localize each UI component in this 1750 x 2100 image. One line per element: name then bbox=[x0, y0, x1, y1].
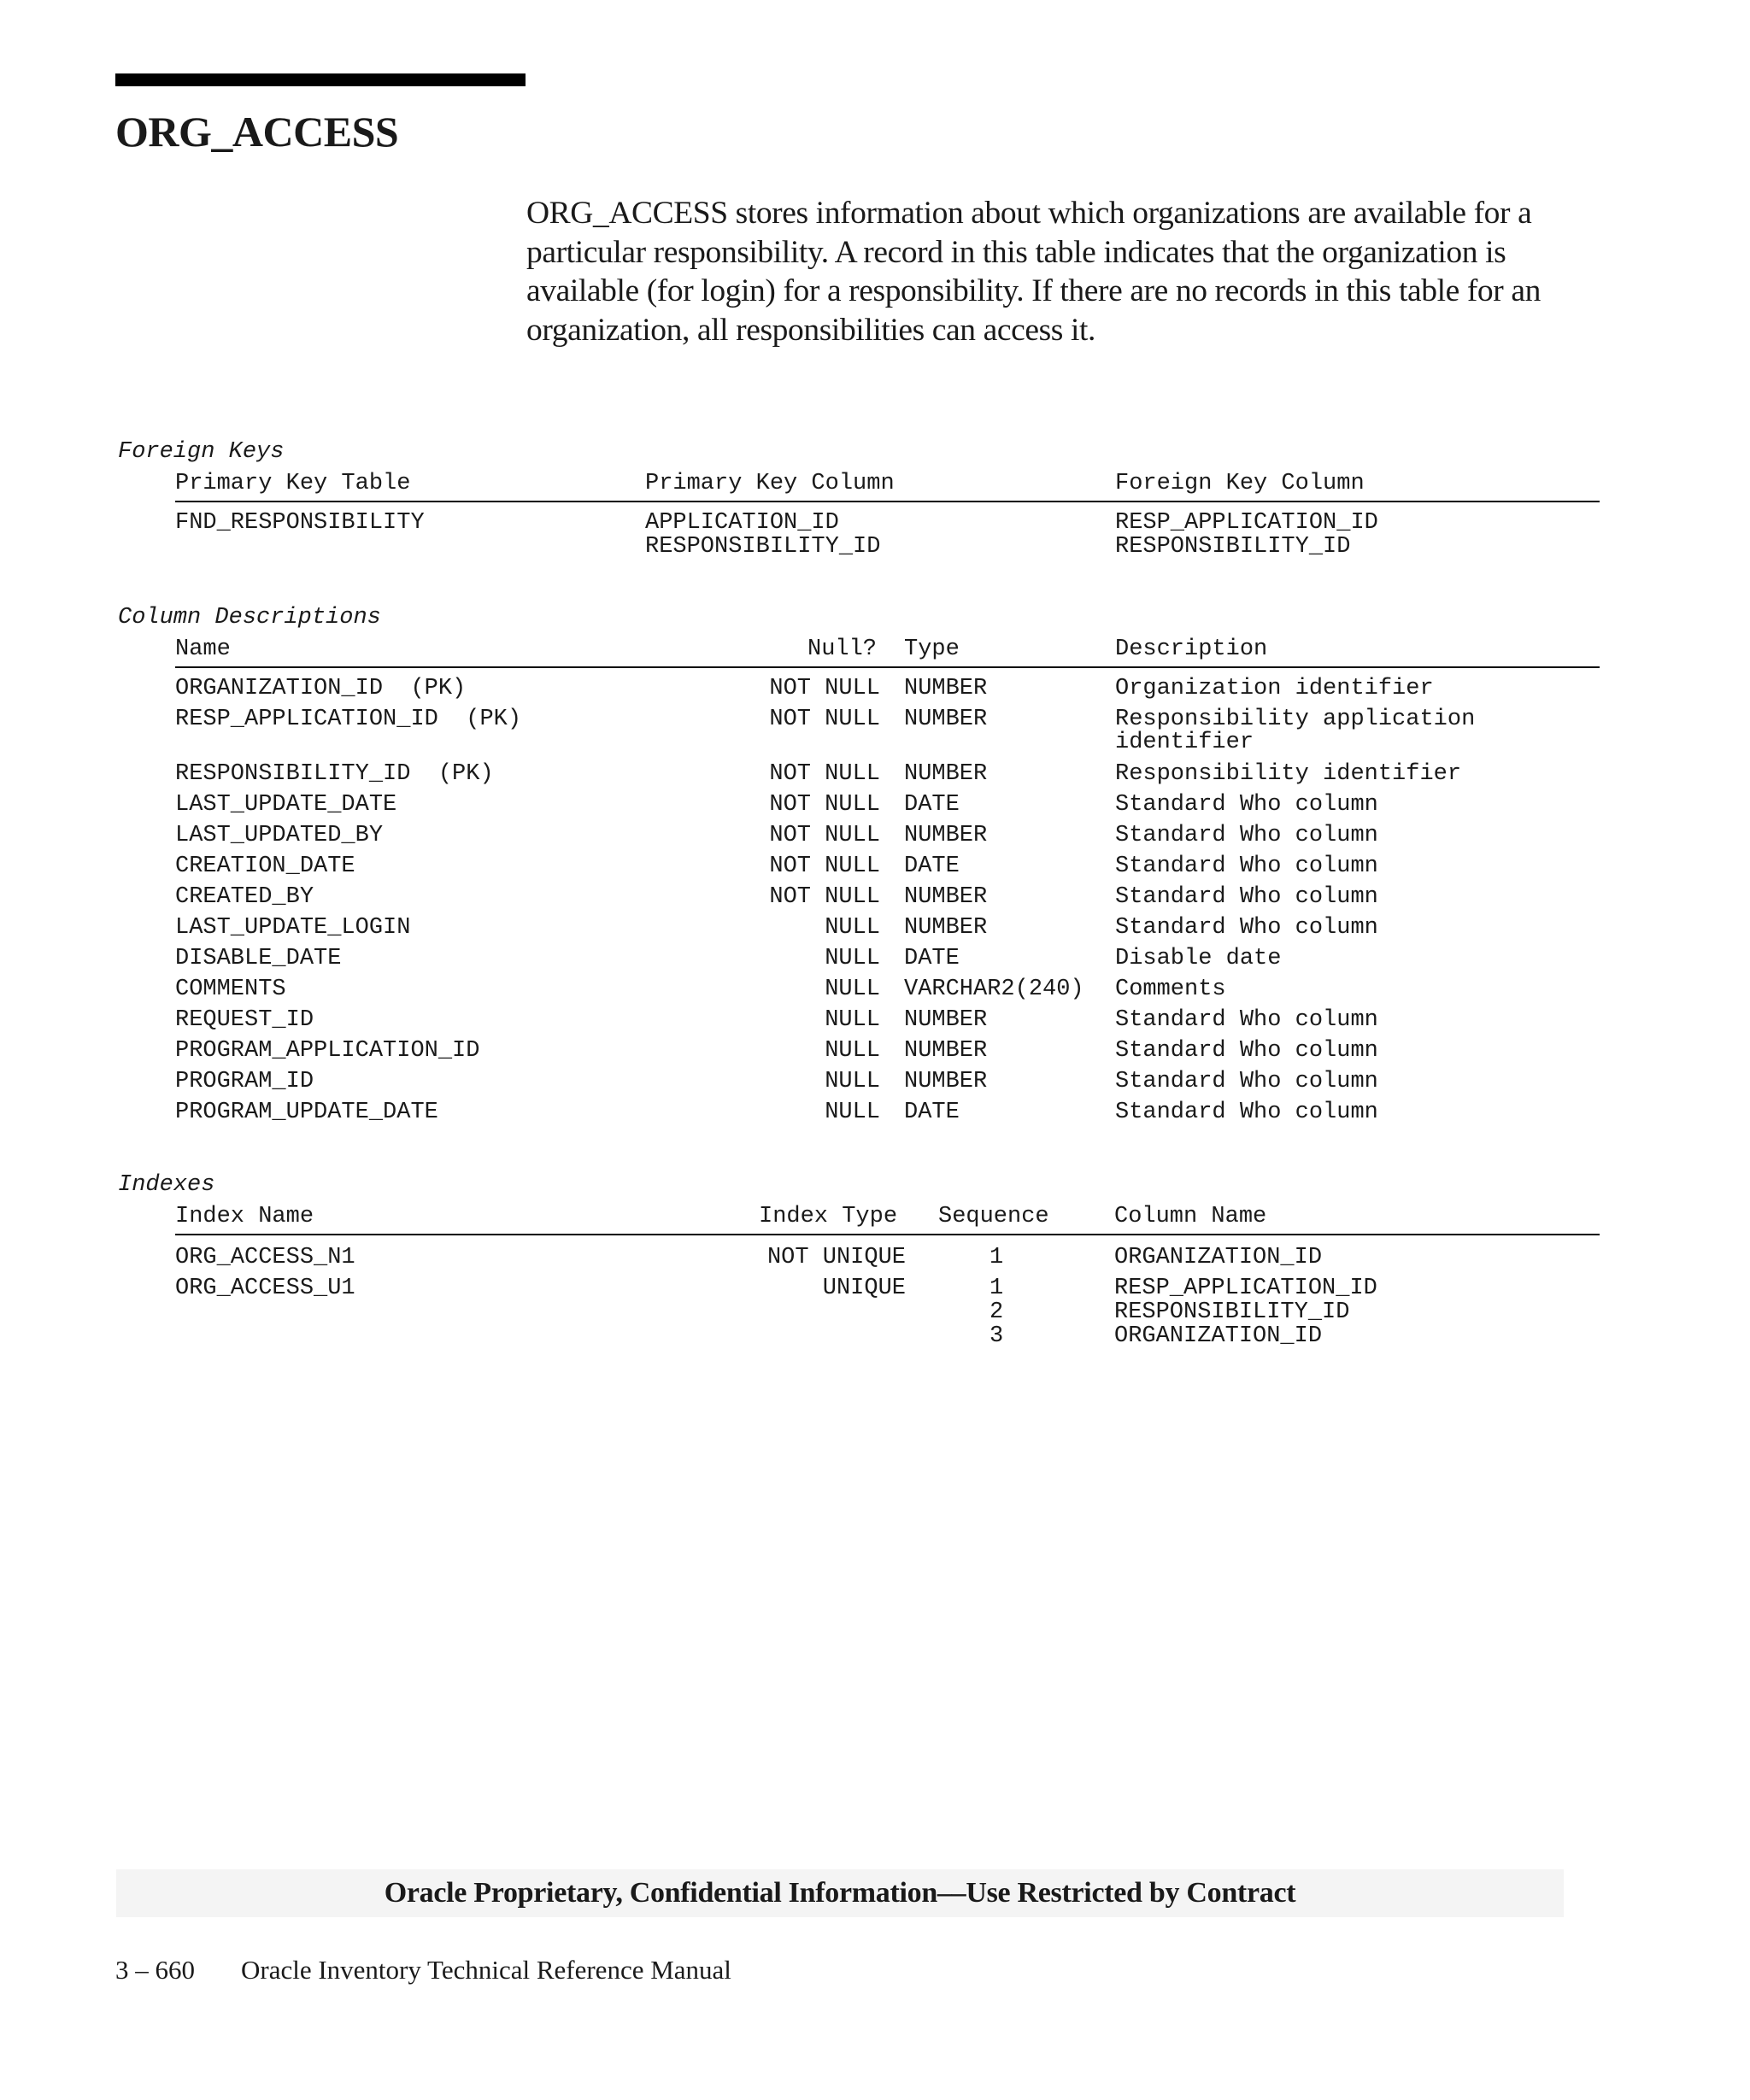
fk-cell-fk-column: RESP_APPLICATION_ID bbox=[1115, 510, 1378, 536]
index-cell-type: UNIQUE bbox=[822, 1276, 906, 1301]
page-number: 3 – 660 bbox=[115, 1955, 195, 1985]
column-description-cell: Responsibility identifier bbox=[1115, 761, 1462, 787]
column-null-cell: NOT NULL bbox=[769, 884, 880, 910]
column-type-cell: NUMBER bbox=[904, 884, 988, 910]
index-cell-column: ORGANIZATION_ID bbox=[1114, 1323, 1323, 1349]
column-type-cell: DATE bbox=[904, 792, 960, 818]
column-name-cell: RESPONSIBILITY_ID (PK) bbox=[175, 761, 494, 787]
index-cell-type: NOT UNIQUE bbox=[766, 1245, 906, 1270]
fk-cell-pk-column: RESPONSIBILITY_ID bbox=[645, 534, 881, 560]
column-null-cell: NULL bbox=[825, 946, 880, 971]
page-title: ORG_ACCESS bbox=[115, 108, 399, 155]
confidential-notice-band bbox=[116, 1869, 1564, 1917]
column-description-cell: Standard Who column bbox=[1115, 1038, 1378, 1064]
column-name-cell: ORGANIZATION_ID (PK) bbox=[175, 676, 467, 701]
fk-cell-fk-column: RESPONSIBILITY_ID bbox=[1115, 534, 1351, 560]
foreign-keys-header bbox=[175, 472, 1600, 502]
column-name-cell: CREATED_BY bbox=[175, 884, 314, 910]
column-null-cell: NULL bbox=[825, 977, 880, 1002]
column-type-cell: DATE bbox=[904, 946, 960, 971]
column-null-cell: NOT NULL bbox=[769, 853, 880, 879]
column-type-cell: NUMBER bbox=[904, 823, 988, 848]
column-name-cell: LAST_UPDATE_DATE bbox=[175, 792, 397, 818]
header-description: Description bbox=[1115, 636, 1268, 662]
column-null-cell: NULL bbox=[825, 1007, 880, 1033]
column-type-cell: DATE bbox=[904, 1100, 960, 1125]
column-description-cell: Standard Who column bbox=[1115, 853, 1378, 879]
column-description-cell: identifier bbox=[1115, 730, 1254, 755]
column-description-cell: Organization identifier bbox=[1115, 676, 1434, 701]
indexes-label: Indexes bbox=[118, 1172, 215, 1198]
header-null: Null? bbox=[807, 636, 878, 662]
foreign-keys-label: Foreign Keys bbox=[118, 439, 285, 465]
fk-cell-pk-column: APPLICATION_ID bbox=[645, 510, 839, 536]
column-descriptions-header bbox=[175, 637, 1600, 668]
column-null-cell: NOT NULL bbox=[769, 676, 880, 701]
column-description-cell: Standard Who column bbox=[1115, 1007, 1378, 1033]
column-description-cell: Standard Who column bbox=[1115, 884, 1378, 910]
column-name-cell: RESP_APPLICATION_ID (PK) bbox=[175, 707, 522, 732]
header-name: Name bbox=[175, 636, 231, 662]
header-type: Type bbox=[904, 636, 960, 662]
column-name-cell: LAST_UPDATED_BY bbox=[175, 823, 384, 848]
column-null-cell: NULL bbox=[825, 1069, 880, 1094]
index-cell-sequence: 2 bbox=[990, 1299, 1004, 1325]
column-name-cell: DISABLE_DATE bbox=[175, 946, 342, 971]
column-null-cell: NOT NULL bbox=[769, 792, 880, 818]
index-cell-name: ORG_ACCESS_N1 bbox=[175, 1245, 355, 1270]
column-null-cell: NOT NULL bbox=[769, 761, 880, 787]
column-null-cell: NOT NULL bbox=[769, 823, 880, 848]
column-description-cell: Responsibility application bbox=[1115, 707, 1476, 732]
header-column-name: Column Name bbox=[1114, 1204, 1267, 1229]
header-sequence: Sequence bbox=[938, 1204, 1049, 1229]
column-name-cell: LAST_UPDATE_LOGIN bbox=[175, 915, 411, 941]
column-description-cell: Standard Who column bbox=[1115, 1069, 1378, 1094]
column-name-cell: PROGRAM_APPLICATION_ID bbox=[175, 1038, 480, 1064]
index-cell-sequence: 1 bbox=[990, 1276, 1004, 1301]
table-description: ORG_ACCESS stores information about which organizations are available for a particular responsibility. A record in this table indicates that the organization is available (for login) for a responsibility. If there are no records in this table for an organization, all responsibilities can access it. bbox=[526, 196, 1541, 348]
confidential-notice: Oracle Proprietary, Confidential Information––Use Restricted by Contract bbox=[384, 1877, 1296, 1909]
column-type-cell: NUMBER bbox=[904, 1007, 988, 1033]
header-pk-column: Primary Key Column bbox=[645, 471, 895, 496]
header-index-type: Index Type bbox=[759, 1204, 898, 1229]
manual-title: Oracle Inventory Technical Reference Manual bbox=[241, 1955, 731, 1985]
column-name-cell: PROGRAM_UPDATE_DATE bbox=[175, 1100, 438, 1125]
index-cell-column: RESP_APPLICATION_ID bbox=[1114, 1276, 1377, 1301]
index-cell-column: ORGANIZATION_ID bbox=[1114, 1245, 1323, 1270]
title-rule bbox=[115, 73, 526, 86]
column-type-cell: DATE bbox=[904, 853, 960, 879]
column-type-cell: NUMBER bbox=[904, 915, 988, 941]
index-cell-sequence: 1 bbox=[990, 1245, 1004, 1270]
header-fk-column: Foreign Key Column bbox=[1115, 471, 1365, 496]
column-description-cell: Standard Who column bbox=[1115, 915, 1378, 941]
header-index-name: Index Name bbox=[175, 1204, 314, 1229]
column-type-cell: NUMBER bbox=[904, 676, 988, 701]
indexes-header bbox=[175, 1205, 1600, 1235]
column-name-cell: REQUEST_ID bbox=[175, 1007, 314, 1033]
index-cell-name: ORG_ACCESS_U1 bbox=[175, 1276, 355, 1301]
column-type-cell: NUMBER bbox=[904, 761, 988, 787]
column-description-cell: Standard Who column bbox=[1115, 823, 1378, 848]
column-type-cell: NUMBER bbox=[904, 1069, 988, 1094]
column-description-cell: Standard Who column bbox=[1115, 792, 1378, 818]
column-null-cell: NULL bbox=[825, 1038, 880, 1064]
column-type-cell: VARCHAR2(240) bbox=[904, 977, 1084, 1002]
column-description-cell: Standard Who column bbox=[1115, 1100, 1378, 1125]
index-cell-sequence: 3 bbox=[990, 1323, 1004, 1349]
column-name-cell: PROGRAM_ID bbox=[175, 1069, 314, 1094]
fk-cell-pk-table: FND_RESPONSIBILITY bbox=[175, 510, 425, 536]
column-null-cell: NULL bbox=[825, 1100, 880, 1125]
column-name-cell: COMMENTS bbox=[175, 977, 286, 1002]
header-pk-table: Primary Key Table bbox=[175, 471, 411, 496]
column-null-cell: NULL bbox=[825, 915, 880, 941]
index-cell-column: RESPONSIBILITY_ID bbox=[1114, 1299, 1350, 1325]
column-description-cell: Comments bbox=[1115, 977, 1226, 1002]
column-descriptions-label: Column Descriptions bbox=[118, 605, 381, 631]
column-description-cell: Disable date bbox=[1115, 946, 1282, 971]
column-name-cell: CREATION_DATE bbox=[175, 853, 355, 879]
column-type-cell: NUMBER bbox=[904, 1038, 988, 1064]
column-type-cell: NUMBER bbox=[904, 707, 988, 732]
column-null-cell: NOT NULL bbox=[769, 707, 880, 732]
